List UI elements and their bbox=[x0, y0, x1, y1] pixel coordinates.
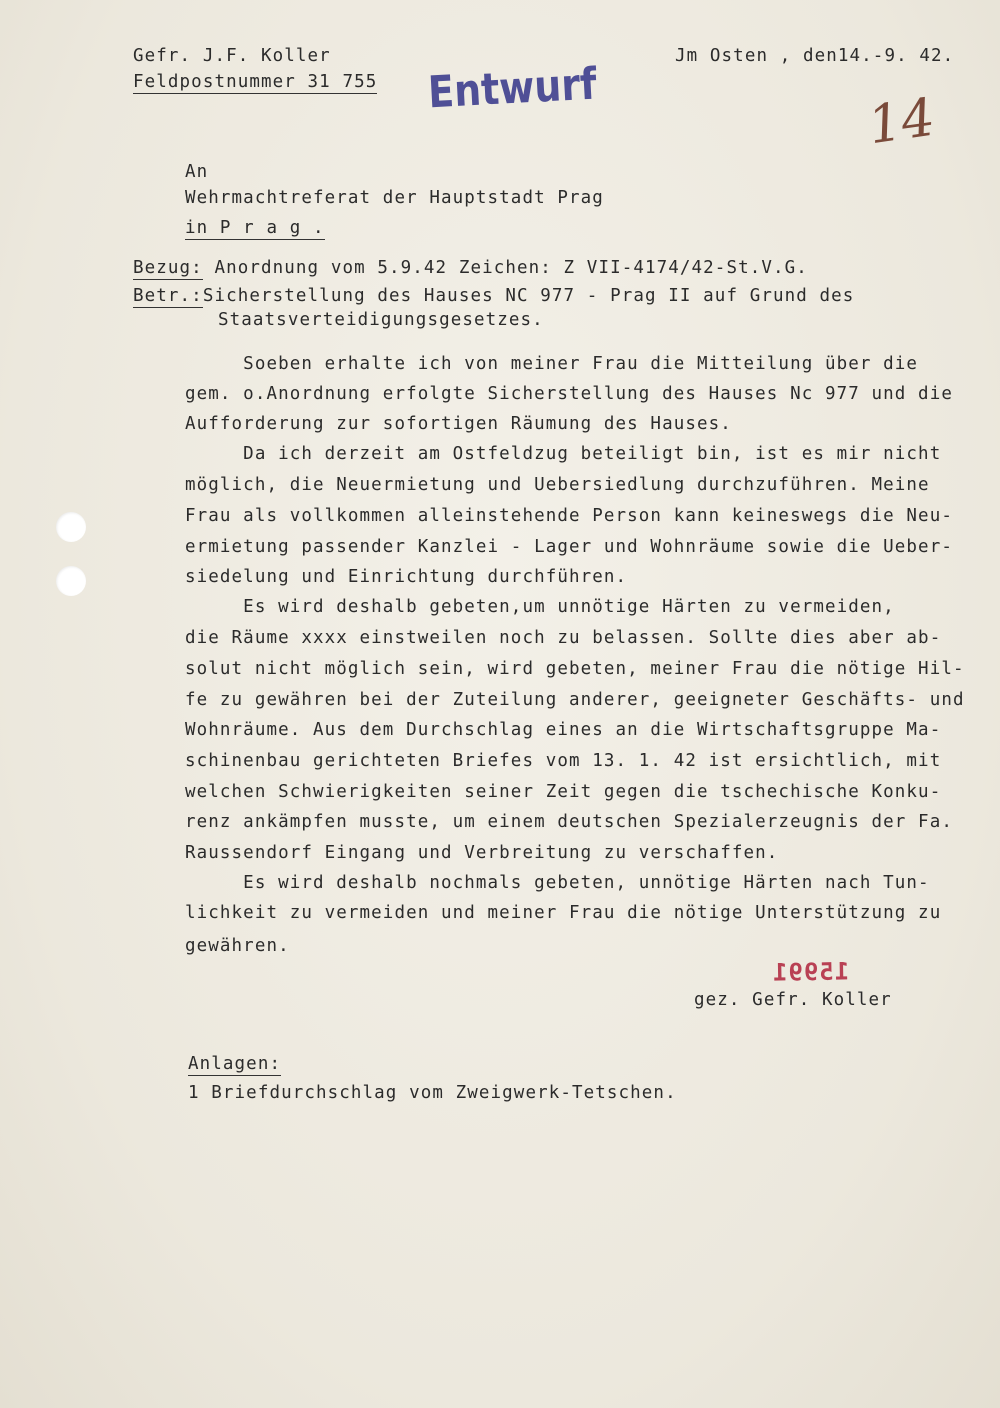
place-date: Jm Osten , den14.-9. 42. bbox=[675, 46, 955, 66]
body-line: Es wird deshalb nochmals gebeten, unnötige Härten nach Tun- bbox=[185, 873, 930, 893]
body-line: Es wird deshalb gebeten,um unnötige Härten zu vermeiden, bbox=[185, 597, 895, 617]
body-line: gewähren. bbox=[185, 936, 290, 956]
body-line: welchen Schwierigkeiten seiner Zeit gegen die tschechische Konku- bbox=[185, 782, 942, 802]
recipient-line-1: An bbox=[185, 162, 209, 182]
reference-label: Bezug: bbox=[133, 258, 203, 278]
punch-hole-bottom bbox=[56, 566, 86, 596]
body-line: solut nicht möglich sein, wird gebeten, meiner Frau die nötige Hil- bbox=[185, 659, 965, 679]
body-line: Raussendorf Eingang und Verbreitung zu verschaffen. bbox=[185, 843, 779, 863]
body-line: Aufforderung zur sofortigen Räumung des Hauses. bbox=[185, 414, 732, 434]
body-line: die Räume xxxx einstweilen noch zu belassen. Sollte dies aber ab- bbox=[185, 628, 942, 648]
body-line: fe zu gewähren bei der Zuteilung anderer, geeigneter Geschäfts- und bbox=[185, 690, 965, 710]
draft-stamp: Entwurf bbox=[426, 58, 598, 118]
body-line: Soeben erhalte ich von meiner Frau die Mitteilung über die bbox=[185, 354, 919, 374]
body-line: siedelung und Einrichtung durchführen. bbox=[185, 567, 628, 587]
subject-line-1 bbox=[133, 286, 854, 306]
attachments-label: Anlagen: bbox=[188, 1054, 282, 1074]
reference-line bbox=[133, 258, 808, 278]
body-line: ermietung passender Kanzlei - Lager und Wohnräume sowie die Ueber- bbox=[185, 537, 953, 557]
reference-text: Anordnung vom 5.9.42 Zeichen: Z VII-4174/42-St.V.G. bbox=[202, 258, 808, 278]
recipient-line-2: Wehrmachtreferat der Hauptstadt Prag bbox=[185, 188, 604, 208]
body-line: Frau als vollkommen alleinstehende Person kann keineswegs die Neu- bbox=[185, 506, 953, 526]
subject-label: Betr.: bbox=[133, 286, 203, 306]
signature: gez. Gefr. Koller bbox=[694, 990, 892, 1010]
body-line: Da ich derzeit am Ostfeldzug beteiligt bin, ist es mir nicht bbox=[185, 444, 942, 464]
body-line: Wohnräume. Aus dem Durchschlag eines an die Wirtschaftsgruppe Ma- bbox=[185, 720, 942, 740]
body-line: schinenbau gerichteten Briefes vom 13. 1. 42 ist ersichtlich, mit bbox=[185, 751, 942, 771]
attachments-line: 1 Briefdurchschlag vom Zweigwerk-Tetschen. bbox=[188, 1083, 677, 1103]
subject-text-1: Sicherstellung des Hauses NC 977 - Prag II auf Grund des bbox=[202, 286, 855, 306]
subject-line-2: Staatsverteidigungsgesetzes. bbox=[218, 310, 544, 330]
recipient-line-3: in P r a g . bbox=[185, 218, 325, 238]
body-line: lichkeit zu vermeiden und meiner Frau die nötige Unterstützung zu bbox=[185, 903, 942, 923]
sender-fieldpost-number: Feldpostnummer 31 755 bbox=[133, 72, 378, 92]
body-line: renz ankämpfen musste, um einem deutschen Spezialerzeugnis der Fa. bbox=[185, 812, 953, 832]
punch-hole-top bbox=[56, 512, 86, 542]
red-number-stamp: 15991 bbox=[771, 957, 850, 987]
pencil-page-number: 14 bbox=[867, 86, 935, 158]
body-line: gem. o.Anordnung erfolgte Sicherstellung des Hauses Nc 977 und die bbox=[185, 384, 953, 404]
body-line: möglich, die Neuermietung und Uebersiedlung durchzuführen. Meine bbox=[185, 475, 930, 495]
sender-name: Gefr. J.F. Koller bbox=[133, 46, 331, 66]
